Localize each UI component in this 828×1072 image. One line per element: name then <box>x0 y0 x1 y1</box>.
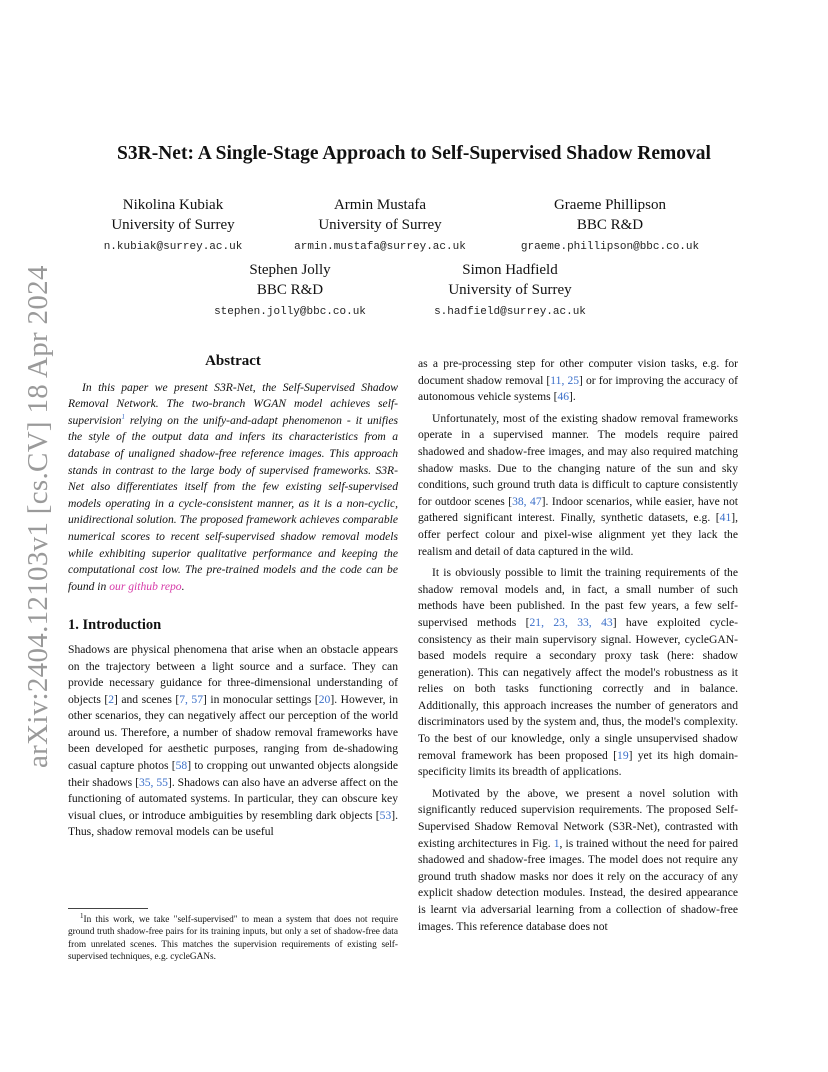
text-run: Shadows are physical phenomena that arise when an obstacle appears on the trajectory between a light source and a surface. They can provide necessary guidance for three-dimensional understanding of objects [ <box>68 642 398 706</box>
paper-title: S3R-Net: A Single-Stage Approach to Self-Supervised Shadow Removal <box>117 143 711 164</box>
author-affiliation: BBC R&D <box>256 281 324 298</box>
author-block-3 <box>505 196 715 258</box>
footnote <box>68 911 398 964</box>
citation-link[interactable]: 21, 23, 33, 43 <box>529 615 613 629</box>
text-run: ] or for improving the accuracy of autonomous vehicle systems [ <box>418 373 738 404</box>
text-run: ]. Thus, shadow removal models can be useful <box>68 808 398 839</box>
text-run: , is trained without the need for paired shadowed and shadow-free images. The model does not require any ground truth shadow masks nor does it rely on the accuracy of any explicit shadow detection modules. Instead, the desired appearance is learnt via adversarial learning from a collection of shadow-free images. This reference database does not <box>418 836 738 933</box>
footnote-text: In this work, we take "self-supervised" to mean a system that does not require ground truth shadow-free pairs for its training inputs, but only a set of shadow-free data from unrelated scenes. This matches the supervision requirements of existing self-supervised techniques, e.g. cycleGANs. <box>68 915 398 963</box>
citation-link[interactable]: 46 <box>557 390 570 404</box>
text-run: ]. <box>569 390 576 404</box>
author-email[interactable]: armin.mustafa@surrey.ac.uk <box>294 241 466 253</box>
intro-paragraph-2 <box>418 411 738 560</box>
text-run: ] and scenes [ <box>114 692 180 706</box>
text-run: Unfortunately, most of the existing shadow removal frameworks operate in a supervised manner. The models require paired shadowed and shadow-free images, and may also required matching shadow masks. Due to the changing nature of the sun and sky conditions, such ground truth data is difficult to capture consistently for outdoor scenes [ <box>418 411 738 508</box>
author-name: Nikolina Kubiak <box>122 197 224 213</box>
right-column <box>418 356 738 935</box>
figure-reference-link[interactable]: 1 <box>553 836 560 850</box>
citation-link[interactable]: 19 <box>617 748 629 762</box>
github-repo-link[interactable]: our github repo <box>109 579 182 593</box>
text-run: ]. However, in other scenarios, they can negatively affect our perception of the world around us. Therefore, a number of shadow removal frameworks have been developed for aesthetic purposes, ranging from de-shadowing casual capture photos [ <box>68 692 399 773</box>
author-name: Simon Hadfield <box>462 262 558 278</box>
abstract-heading: Abstract <box>205 353 261 369</box>
footnote-divider <box>68 908 148 909</box>
author-email[interactable]: graeme.phillipson@bbc.co.uk <box>520 241 700 253</box>
text-run: ]. Indoor scenarios, while easier, have not gathered significant interest. Finally, synthetic datasets, e.g. [ <box>418 494 738 525</box>
author-affiliation: University of Surrey <box>111 216 235 233</box>
citation-link[interactable]: 41 <box>719 511 732 525</box>
text-run: ], offer perfect colour and pixel-wise alignment yet they lack the realism and detail of data captured in the wild. <box>418 511 738 558</box>
author-affiliation: University of Surrey <box>448 281 572 298</box>
citation-link[interactable]: 38, 47 <box>512 494 542 508</box>
citation-link[interactable]: 35, 55 <box>138 775 168 789</box>
text-run: ]. Shadows can also have an adverse affect on the functioning of automated systems. In particular, they can obscure key visual clues, or introduce ambiguities by resembling dark objects [ <box>68 775 399 822</box>
author-block-2 <box>280 196 480 258</box>
section-heading-introduction: 1. Introduction <box>68 617 162 634</box>
author-block-5 <box>415 261 605 323</box>
text-run: ] to cropping out unwanted objects alongside their shadows [ <box>68 759 398 789</box>
intro-paragraph-3 <box>418 565 738 781</box>
intro-paragraph-1 <box>68 642 398 841</box>
abstract-text-part: In this paper we present S3R-Net, the Self-Supervised Shadow Removal Network. The two-branch WGAN model achieves self-supervision <box>68 380 398 427</box>
citation-link[interactable]: 11, 25 <box>550 373 580 387</box>
text-run: ] have exploited cycle-consistency as their main supervisory signal. However, cycleGAN-based models require a secondary proxy task (here: shadow generation). This can negatively affect the model's robustness as it relies on both tasks functioning correctly and in balance. Additionally, this approach increases the number of generators and discriminators used by the system and, thus, the model's complexity. To the best of our knowledge, only a single unsupervised shadow removal framework has been proposed [ <box>418 615 739 762</box>
citation-link[interactable]: 20 <box>318 692 331 706</box>
citation-link[interactable]: 7, 57 <box>179 692 203 706</box>
author-name: Stephen Jolly <box>249 262 331 278</box>
abstract-text <box>68 380 398 596</box>
citation-link[interactable]: 2 <box>108 692 114 706</box>
text-run: ] yet its high domain-specificity limits its breadth of applications. <box>418 748 738 779</box>
author-block-4 <box>200 261 380 323</box>
intro-paragraph-4 <box>418 786 738 935</box>
text-run: ] in monocular settings [ <box>203 692 319 706</box>
author-email[interactable]: s.hadfield@surrey.ac.uk <box>434 306 586 318</box>
citation-link[interactable]: 53 <box>379 808 392 822</box>
author-name: Graeme Phillipson <box>553 197 667 213</box>
author-email[interactable]: stephen.jolly@bbc.co.uk <box>214 306 366 318</box>
abstract-text-part: relying on the unify-and-adapt phenomenon - it unifies the style of the output data and infers its characteristics from a database of unaligned shadow-free reference images. This approach stands in contrast to the large body of supervised frameworks. S3R-Net also differentiates itself from the few existing self-supervised models operating in a cycle-consistent manner, as it is a non-cyclic, unidirectional solution. The proposed framework achieves comparable numerical scores to recent self-supervised shadow removal models while exhibiting superior qualitative performance and keeping the computational cost low. The pre-trained models and the code can be found in <box>68 413 398 593</box>
arxiv-identifier: arXiv:2404.12103v1 [cs.CV] 18 Apr 2024 <box>22 265 54 768</box>
author-affiliation: BBC R&D <box>576 216 644 233</box>
author-name: Armin Mustafa <box>333 197 427 213</box>
text-run: as a pre-processing step for other computer vision tasks, e.g. for document shadow removal [ <box>418 357 738 387</box>
abstract-text-part: . <box>181 579 185 593</box>
citation-link[interactable]: 58 <box>175 759 188 773</box>
text-run: It is obviously possible to limit the training requirements of the shadow removal models and, in fact, a small number of such methods have been published. In the past few years, a few self-supervised methods [ <box>418 566 738 629</box>
footnote-marker[interactable]: 1 <box>121 412 125 421</box>
author-block-1 <box>98 196 248 258</box>
author-affiliation: University of Surrey <box>318 216 442 233</box>
text-run: Motivated by the above, we present a novel solution with significantly reduced supervision requirements. The proposed Self-Supervised Shadow Removal Network (S3R-Net), contrasted with existing architectures in Fig. <box>418 786 738 850</box>
left-column <box>68 353 398 841</box>
footnote-number: 1 <box>80 911 84 920</box>
author-email[interactable]: n.kubiak@surrey.ac.uk <box>103 241 243 253</box>
intro-paragraph-1-continued <box>418 356 738 406</box>
